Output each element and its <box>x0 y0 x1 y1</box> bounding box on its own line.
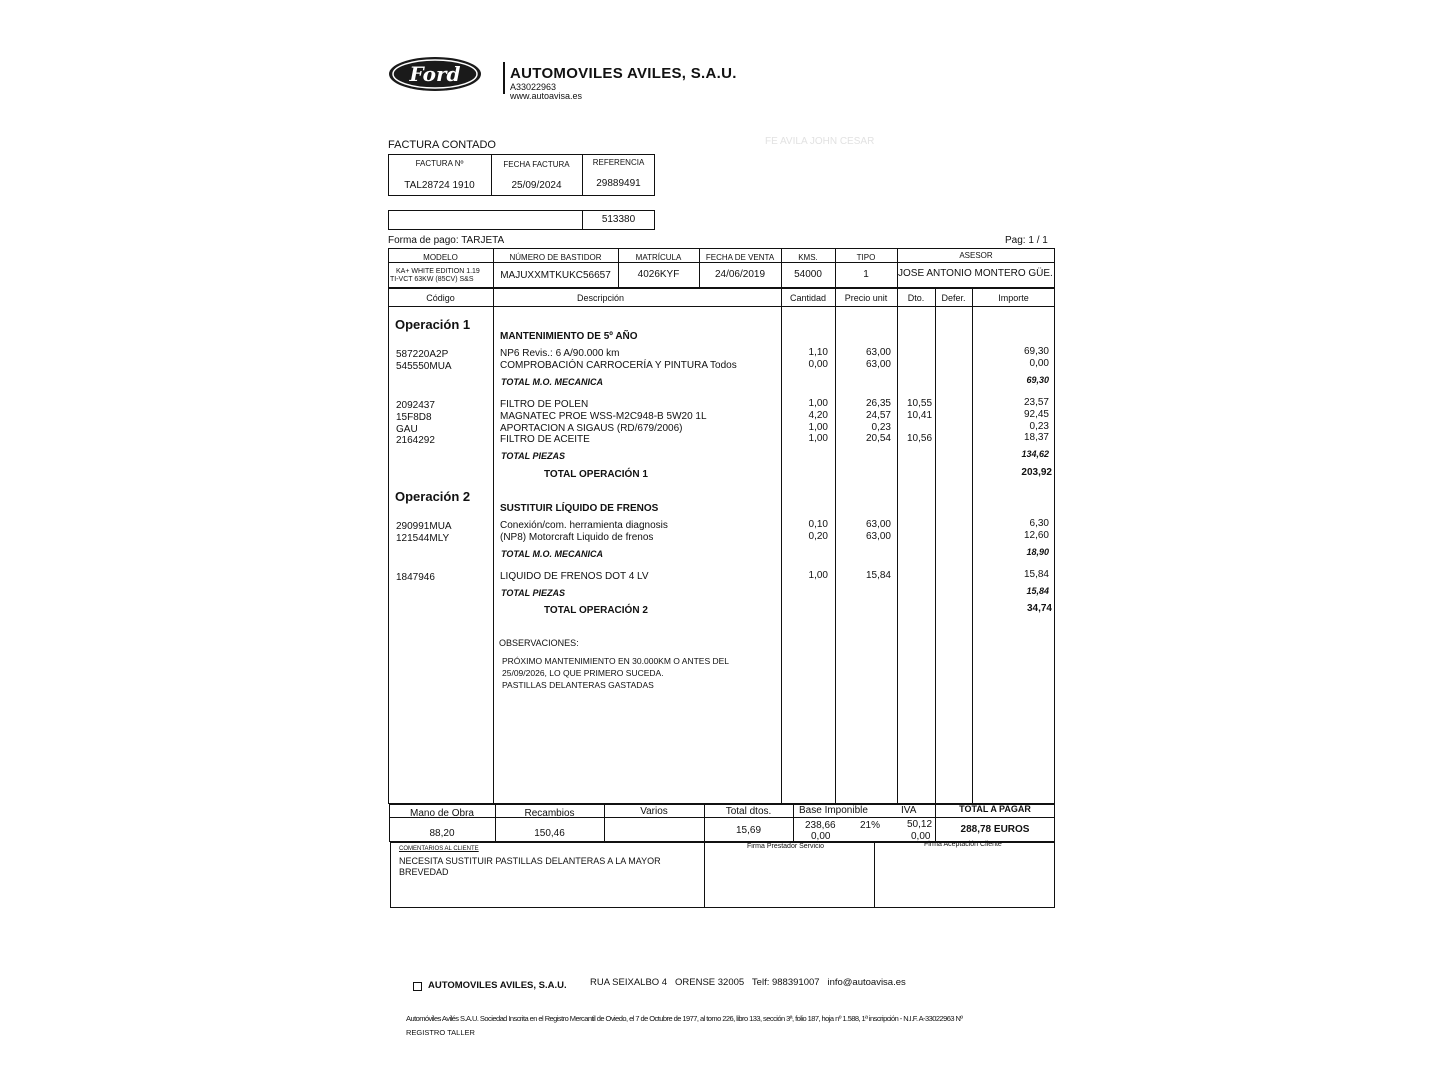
vehicle-type: 1 <box>863 269 869 280</box>
page-number: Pag: 1 / 1 <box>1005 235 1048 246</box>
invoice-number: TAL28724 1910 <box>404 180 475 191</box>
company-web: www.autoavisa.es <box>510 91 583 101</box>
observations-line-1: PRÓXIMO MANTENIMIENTO EN 30.000KM O ANTES DEL <box>502 656 730 666</box>
svg-text:Ford: Ford <box>409 62 461 86</box>
observations-line-2: 25/09/2026, LO QUE PRIMERO SUCEDA. <box>502 668 664 678</box>
op2-labor-total: 18,90 <box>1026 547 1049 557</box>
customer-name: FE AVILA JOHN CESAR <box>765 136 875 147</box>
comments-line-1: NECESITA SUSTITUIR PASTILLAS DELANTERAS A LA MAYOR <box>399 856 661 866</box>
base-amount-2: 0,00 <box>811 831 831 842</box>
op1-total: 203,92 <box>1021 467 1052 478</box>
op1-total-label: TOTAL OPERACIÓN 1 <box>544 469 648 480</box>
company-cif: A33022963 <box>510 82 557 92</box>
vehicle-advisor: JOSE ANTONIO MONTERO GÜE. <box>898 268 1053 279</box>
footer-company: AUTOMOVILES AVILES, S.A.U. <box>428 980 567 991</box>
total-discounts: 15,69 <box>735 825 762 836</box>
op1-parts-total: 134,62 <box>1021 449 1049 459</box>
observations-label: OBSERVACIONES: <box>499 638 579 648</box>
invoice-date: 25/09/2024 <box>511 180 562 191</box>
vehicle-model-1: KA+ WHITE EDITION 1.19 <box>396 268 480 275</box>
payment-method: Forma de pago: TARJETA <box>388 235 505 246</box>
invoice-reference: 29889491 <box>596 178 641 189</box>
op2-parts-total-label: TOTAL PIEZAS <box>501 588 566 598</box>
vehicle-model-2: TI-VCT 63KW (85CV) S&S <box>390 276 474 283</box>
footer-legal-2: REGISTRO TALLER <box>406 1028 475 1037</box>
sign-client-label: Firma Aceptación Cliente <box>924 841 1002 848</box>
iva-amount-2: 0,00 <box>911 831 931 842</box>
vehicle-plate: 4026KYF <box>637 269 680 280</box>
op2-total-label: TOTAL OPERACIÓN 2 <box>544 605 648 616</box>
footer-legal: Automóviles Avilés S.A.U. Sociedad Inscrita en el Registro Mercantil de Oviedo, el 7 de Octubre de 1977, al tomo 226, libro 133, sección 3ª, folio 187, hoja nº 1.588, 1ª inscripción - N.I.F. A-33022963 Nº <box>406 1014 963 1023</box>
ford-logo <box>388 56 482 92</box>
op2-heading: SUSTITUIR LÍQUIDO DE FRENOS <box>500 503 659 514</box>
op2-title: Operación 2 <box>395 489 471 504</box>
op1-heading: MANTENIMIENTO DE 5º AÑO <box>500 331 638 342</box>
secondary-code: 513380 <box>601 214 636 225</box>
base-amount: 238,66 <box>805 820 836 831</box>
op1-parts-total-label: TOTAL PIEZAS <box>501 451 566 461</box>
footer-address: RUA SEIXALBO 4 ORENSE 32005 Telf: 988391007 info@autoavisa.es <box>590 977 906 988</box>
total-parts: 150,46 <box>534 828 565 839</box>
op1-labor-total-label: TOTAL M.O. MECANICA <box>501 377 603 387</box>
doc-type: FACTURA CONTADO <box>388 139 496 151</box>
sign-provider-label: Firma Prestador Servicio <box>747 843 825 850</box>
iva-amount: 50,12 <box>907 819 933 830</box>
vehicle-sale-date: 24/06/2019 <box>714 269 766 280</box>
op1-labor-total: 69,30 <box>1026 375 1049 385</box>
observations-line-3: PASTILLAS DELANTERAS GASTADAS <box>502 680 654 690</box>
op2-parts-total: 15,84 <box>1026 586 1049 596</box>
vehicle-chassis: MAJUXXMTKUKC56657 <box>500 270 611 281</box>
company-name: AUTOMOVILES AVILES, S.A.U. <box>510 65 737 82</box>
checkbox-icon <box>413 982 422 991</box>
iva-rate: 21% <box>860 820 881 831</box>
comments-label: COMENTARIOS AL CLIENTE <box>399 846 479 852</box>
op2-labor-total-label: TOTAL M.O. MECANICA <box>501 549 603 559</box>
total-labor: 88,20 <box>429 828 455 839</box>
grand-total: 288,78 EUROS <box>960 824 1030 835</box>
op1-title: Operación 1 <box>395 317 471 332</box>
op2-total: 34,74 <box>1026 603 1052 614</box>
vehicle-kms: 54000 <box>794 269 822 280</box>
comments-box <box>390 842 1055 908</box>
comments-line-2: BREVEDAD <box>399 867 449 877</box>
